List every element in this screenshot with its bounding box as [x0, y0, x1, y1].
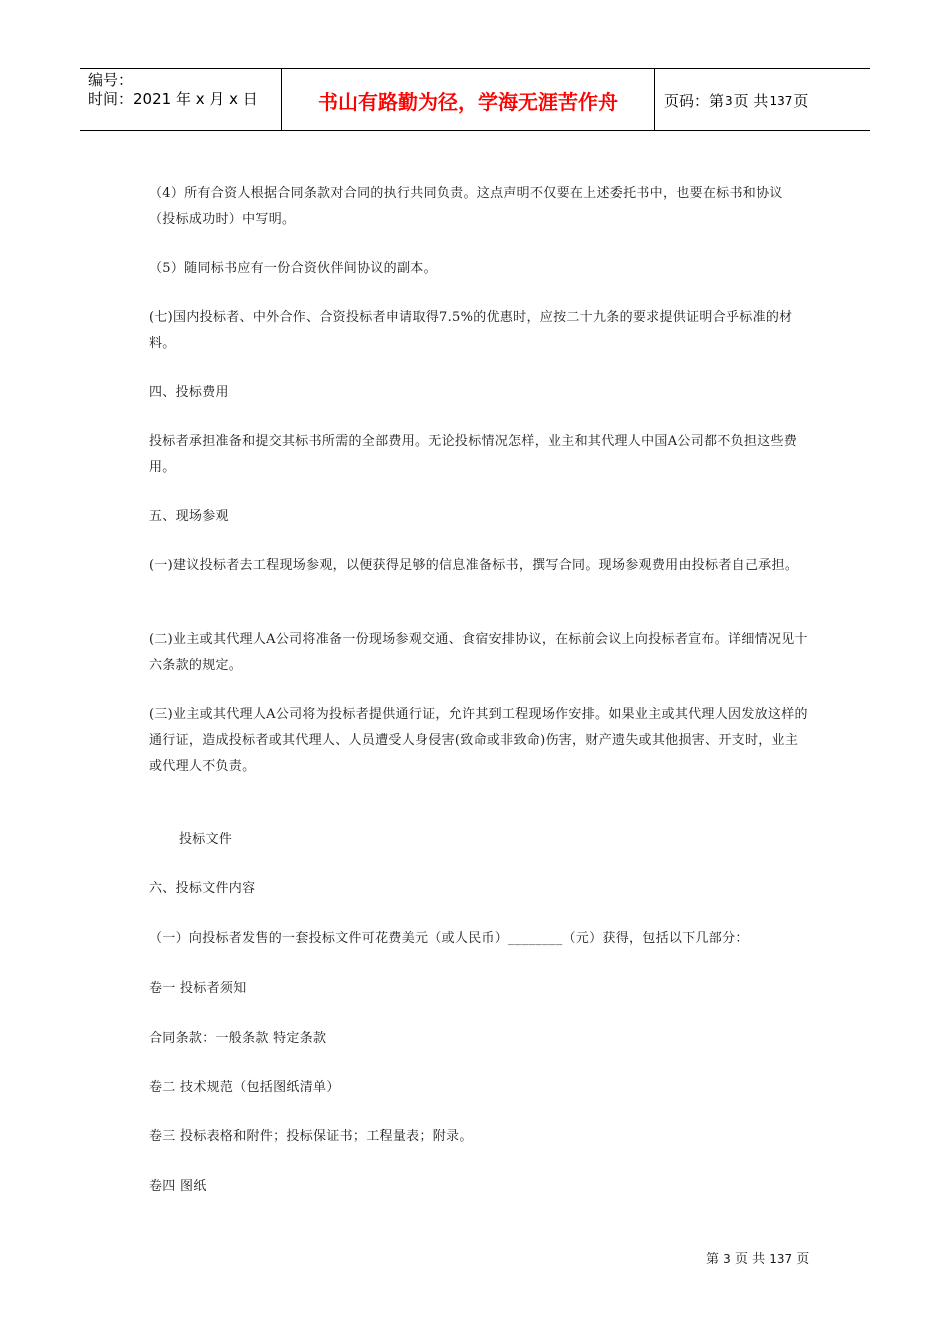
- header-meta: [80, 69, 282, 130]
- header-page-number: [655, 69, 870, 130]
- header-page-middle: 页 共: [733, 92, 769, 110]
- paragraph-site-visit-2: (二)业主或其代理人A公司将准备一份现场参观交通、食宿安排协议，在标前会议上向投标者宣布。详细情况见十六条款的规定。: [149, 632, 808, 673]
- volume-four: 卷四 图纸: [149, 1179, 207, 1194]
- header-page-total: 137: [769, 93, 793, 108]
- volume-one: 卷一 投标者须知: [149, 981, 247, 996]
- volume-three: 卷三 投标表格和附件；投标保证书；工程量表；附录。: [149, 1129, 473, 1144]
- document-header: [80, 68, 870, 131]
- footer-page-current: 3: [723, 1252, 731, 1266]
- volume-two: 卷二 技术规范（包括图纸清单）: [149, 1080, 340, 1095]
- section-heading-site-visit: 五、现场参观: [149, 509, 229, 524]
- paragraph-site-visit-1: (一)建议投标者去工程现场参观，以便获得足够的信息准备标书，撰写合同。现场参观费用由投标者自己承担。: [149, 558, 799, 573]
- section-heading-bid-document-contents: 六、投标文件内容: [149, 881, 256, 896]
- contract-terms: 合同条款：一般条款 特定条款: [149, 1031, 327, 1046]
- page-footer: [706, 1248, 809, 1267]
- footer-page-middle: 页 共: [734, 1252, 766, 1267]
- footer-page-suffix: 页: [796, 1252, 810, 1267]
- paragraph-preference-materials: (七)国内投标者、中外合作、合资投标者申请取得7.5%的优惠时，应按二十九条的要求提供证明合乎标准的材料。: [149, 310, 793, 351]
- paragraph-bid-cost: 投标者承担准备和提交其标书所需的全部费用。无论投标情况怎样，业主和其代理人中国A公司都不负担这些费用。: [149, 434, 798, 475]
- footer-page-total: 137: [769, 1252, 793, 1266]
- section-heading-bid-cost: 四、投标费用: [149, 385, 229, 400]
- header-page-current: 3: [725, 93, 733, 108]
- document-number-label: 编号：: [88, 71, 134, 89]
- header-page-prefix: 页码：第: [664, 92, 725, 110]
- footer-page-prefix: 第: [706, 1252, 720, 1267]
- section-title-bid-documents: 投标文件: [179, 832, 233, 847]
- header-page-suffix: 页: [793, 92, 809, 110]
- paragraph-agreement-copy: （5）随同标书应有一份合资伙伴间协议的副本。: [149, 261, 437, 276]
- paragraph-bid-document-price: （一）向投标者发售的一套投标文件可花费美元（或人民币）________（元）获得，包括以下几部分：: [149, 931, 749, 946]
- document-date: 时间：2021 年 x 月 x 日: [88, 90, 258, 108]
- paragraph-site-visit-3: (三)业主或其代理人A公司将为投标者提供通行证，允许其到工程现场作安排。如果业主或其代理人因发放这样的通行证，造成投标者或其代理人、人员遭受人身侵害(致命或非致命)伤害，财产遗失或其他损害、开支时，业主或代理人不负责。: [149, 707, 808, 774]
- paragraph-partners-liability: （4）所有合资人根据合同条款对合同的执行共同负责。这点声明不仅要在上述委托书中，也要在标书和协议（投标成功时）中写明。: [149, 186, 783, 227]
- header-motto: 书山有路勤为径，学海无涯苦作舟: [282, 69, 655, 130]
